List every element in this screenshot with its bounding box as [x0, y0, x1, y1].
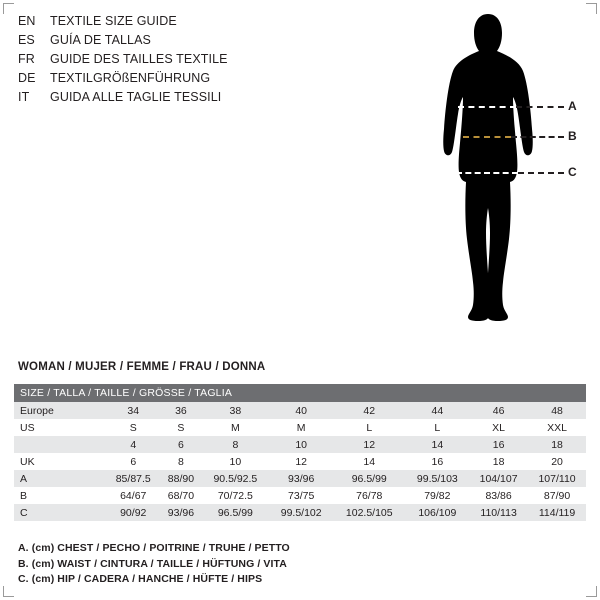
language-row-de — [18, 71, 348, 90]
cell-uk-7: 20 — [528, 453, 586, 470]
hip-measure-line-inner — [456, 172, 518, 174]
cell-c-5: 106/109 — [406, 504, 470, 521]
section-title-woman: WOMAN / MUJER / FEMME / FRAU / DONNA — [18, 361, 266, 373]
language-title-fr: GUIDE DES TAILLES TEXTILE — [50, 52, 228, 66]
cell-europe-6: 46 — [469, 402, 528, 419]
cell-usnum-3: 10 — [269, 436, 333, 453]
row-label-europe: Europe — [14, 402, 106, 419]
chest-measure-line-outer — [516, 106, 564, 108]
cell-usnum-1: 6 — [160, 436, 201, 453]
cell-c-4: 102.5/105 — [333, 504, 406, 521]
measurement-legend — [18, 541, 290, 588]
chest-measure-line-inner — [458, 106, 516, 108]
language-title-list — [18, 14, 348, 109]
waist-measure-label: B — [568, 129, 577, 143]
language-row-es — [18, 33, 348, 52]
cell-b-2: 70/72.5 — [201, 487, 269, 504]
cell-us-1: S — [160, 419, 201, 436]
cell-europe-0: 34 — [106, 402, 160, 419]
cell-usnum-5: 14 — [406, 436, 470, 453]
cell-a-5: 99.5/103 — [406, 470, 470, 487]
cell-europe-7: 48 — [528, 402, 586, 419]
hip-measure-line-outer — [518, 172, 564, 174]
size-table — [14, 384, 586, 521]
waist-measure-line-outer — [511, 136, 564, 138]
row-label-a: A — [14, 470, 106, 487]
language-code-it: IT — [18, 90, 30, 104]
cell-us-6: XL — [469, 419, 528, 436]
cell-b-6: 83/86 — [469, 487, 528, 504]
cell-us-4: L — [333, 419, 406, 436]
cell-uk-1: 8 — [160, 453, 201, 470]
cell-europe-5: 44 — [406, 402, 470, 419]
legend-item-hip: C. (cm) HIP / CADERA / HANCHE / HÜFTE / HIPS — [18, 573, 263, 585]
cell-uk-0: 6 — [106, 453, 160, 470]
language-code-de: DE — [18, 71, 36, 85]
table-row — [14, 436, 586, 453]
cell-europe-1: 36 — [160, 402, 201, 419]
cell-us-3: M — [269, 419, 333, 436]
cell-c-7: 114/119 — [528, 504, 586, 521]
chest-measure-label: A — [568, 99, 577, 113]
table-header-label: SIZE / TALLA / TAILLE / GRÖSSE / TAGLIA — [14, 384, 586, 402]
corner-mark-bottom-left — [3, 586, 14, 597]
cell-uk-5: 16 — [406, 453, 470, 470]
hip-measure-label: C — [568, 165, 577, 179]
cell-us-5: L — [406, 419, 470, 436]
cell-a-6: 104/107 — [469, 470, 528, 487]
cell-us-7: XXL — [528, 419, 586, 436]
language-row-it — [18, 90, 348, 109]
cell-a-2: 90.5/92.5 — [201, 470, 269, 487]
corner-mark-top-left — [3, 3, 14, 14]
cell-c-2: 96.5/99 — [201, 504, 269, 521]
cell-a-7: 107/110 — [528, 470, 586, 487]
language-title-it: GUIDA ALLE TAGLIE TESSILI — [50, 90, 222, 104]
cell-usnum-6: 16 — [469, 436, 528, 453]
cell-europe-4: 42 — [333, 402, 406, 419]
cell-uk-3: 12 — [269, 453, 333, 470]
table-row — [14, 453, 586, 470]
female-figure-diagram — [400, 10, 590, 370]
language-title-de: TEXTILGRÖßENFÜHRUNG — [50, 71, 211, 85]
table-row — [14, 504, 586, 521]
cell-c-1: 93/96 — [160, 504, 201, 521]
cell-europe-3: 40 — [269, 402, 333, 419]
table-header-row — [14, 384, 586, 402]
cell-europe-2: 38 — [201, 402, 269, 419]
cell-a-4: 96.5/99 — [333, 470, 406, 487]
language-row-fr — [18, 52, 348, 71]
language-row-en — [18, 14, 348, 33]
language-code-fr: FR — [18, 52, 35, 66]
cell-usnum-4: 12 — [333, 436, 406, 453]
cell-b-7: 87/90 — [528, 487, 586, 504]
language-title-en: TEXTILE SIZE GUIDE — [50, 14, 177, 28]
cell-a-0: 85/87.5 — [106, 470, 160, 487]
cell-a-1: 88/90 — [160, 470, 201, 487]
row-label-c: C — [14, 504, 106, 521]
cell-usnum-2: 8 — [201, 436, 269, 453]
cell-us-0: S — [106, 419, 160, 436]
cell-b-1: 68/70 — [160, 487, 201, 504]
corner-mark-bottom-right — [586, 586, 597, 597]
cell-b-5: 79/82 — [406, 487, 470, 504]
legend-item-chest: A. (cm) CHEST / PECHO / POITRINE / TRUHE / PETTO — [18, 542, 290, 554]
cell-b-0: 64/67 — [106, 487, 160, 504]
cell-b-4: 76/78 — [333, 487, 406, 504]
row-label-us: US — [14, 419, 106, 436]
language-code-es: ES — [18, 33, 35, 47]
language-code-en: EN — [18, 14, 36, 28]
cell-c-0: 90/92 — [106, 504, 160, 521]
language-title-es: GUÍA DE TALLAS — [50, 33, 151, 47]
table-row — [14, 470, 586, 487]
cell-uk-2: 10 — [201, 453, 269, 470]
cell-b-3: 73/75 — [269, 487, 333, 504]
cell-c-3: 99.5/102 — [269, 504, 333, 521]
cell-uk-6: 18 — [469, 453, 528, 470]
female-silhouette-icon — [400, 10, 590, 370]
waist-measure-line-inner — [463, 136, 511, 138]
legend-item-waist: B. (cm) WAIST / CINTURA / TAILLE / HÜFTUNG / VITA — [18, 557, 287, 570]
cell-a-3: 93/96 — [269, 470, 333, 487]
table-row — [14, 402, 586, 419]
cell-us-2: M — [201, 419, 269, 436]
table-row — [14, 487, 586, 504]
cell-usnum-0: 4 — [106, 436, 160, 453]
row-label-b: B — [14, 487, 106, 504]
cell-c-6: 110/113 — [469, 504, 528, 521]
cell-uk-4: 14 — [333, 453, 406, 470]
row-label-uk: UK — [14, 453, 106, 470]
cell-usnum-7: 18 — [528, 436, 586, 453]
row-label-us-numeric — [14, 436, 106, 453]
table-row — [14, 419, 586, 436]
